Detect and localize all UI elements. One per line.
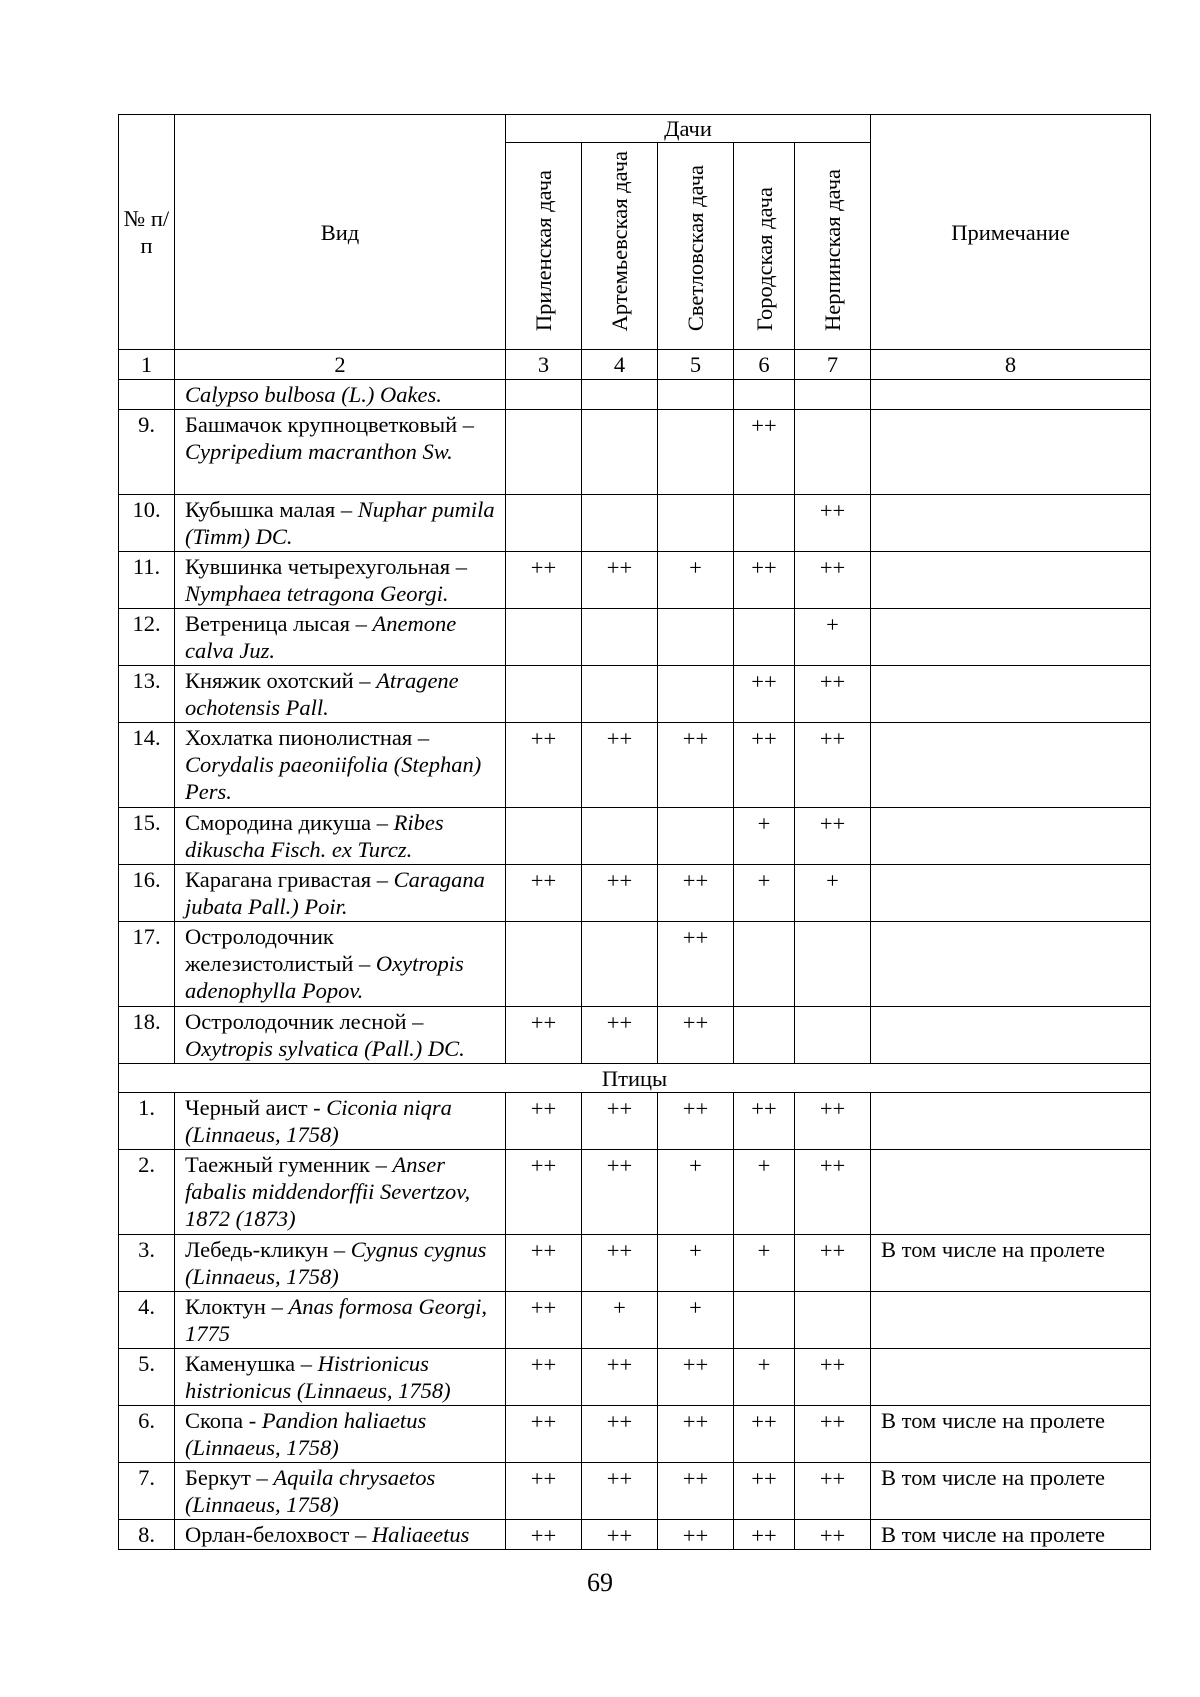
species-ru-name: Каменушка – xyxy=(185,1351,318,1376)
species-ru-name: Кубышка малая – xyxy=(185,497,358,522)
species-cell xyxy=(175,666,506,723)
row-number: 6. xyxy=(119,1406,175,1463)
header-dacha-label: Нерпинская дача xyxy=(820,169,846,331)
presence-mark: ++ xyxy=(506,865,582,922)
presence-mark: ++ xyxy=(734,410,795,495)
presence-mark xyxy=(795,380,871,410)
section-title-birds: Птицы xyxy=(119,1064,1151,1093)
presence-mark xyxy=(582,922,658,1007)
presence-mark xyxy=(795,922,871,1007)
table-row xyxy=(119,1406,1151,1463)
note-cell: В том числе на пролете xyxy=(871,1406,1151,1463)
table-row xyxy=(119,723,1151,808)
species-latin-name: Atragene ochotensis Pall. xyxy=(185,668,459,720)
presence-mark xyxy=(795,1007,871,1064)
species-latin-name: Nuphar pumila (Timm) DC. xyxy=(185,497,495,549)
table-row xyxy=(119,410,1151,495)
header-dacha-2 xyxy=(582,143,658,350)
presence-mark: ++ xyxy=(795,1150,871,1235)
row-number: 17. xyxy=(119,922,175,1007)
presence-mark: ++ xyxy=(506,1007,582,1064)
species-latin-name: Pandion haliaetus (Linnaeus, 1758) xyxy=(185,1408,427,1460)
presence-mark: ++ xyxy=(734,666,795,723)
species-ru-name: Княжик охотский – xyxy=(185,668,377,693)
species-cell xyxy=(175,1349,506,1406)
table-row xyxy=(119,1292,1151,1349)
row-number: 11. xyxy=(119,552,175,609)
presence-mark xyxy=(506,609,582,666)
table-row xyxy=(119,865,1151,922)
note-cell xyxy=(871,723,1151,808)
presence-mark: ++ xyxy=(734,1463,795,1520)
column-number: 7 xyxy=(795,350,871,380)
species-cell xyxy=(175,1235,506,1292)
presence-mark: ++ xyxy=(582,723,658,808)
presence-mark xyxy=(795,1292,871,1349)
presence-mark xyxy=(658,609,734,666)
row-number: 9. xyxy=(119,410,175,495)
presence-mark xyxy=(734,1292,795,1349)
species-ru-name: Черный аист - xyxy=(185,1095,327,1120)
species-ru-name: Остролодочник железистолистый – xyxy=(185,924,376,976)
note-cell xyxy=(871,808,1151,865)
header-dacha-label: Артемьевская дача xyxy=(607,150,632,331)
column-number: 2 xyxy=(175,350,506,380)
presence-mark: ++ xyxy=(734,1093,795,1150)
header-dacha-label: Светловская дача xyxy=(683,164,708,331)
species-ru-name: Беркут – xyxy=(185,1465,274,1490)
presence-mark: + xyxy=(734,808,795,865)
presence-mark: ++ xyxy=(795,723,871,808)
presence-mark: ++ xyxy=(582,1007,658,1064)
presence-mark: ++ xyxy=(506,1349,582,1406)
row-number: 7. xyxy=(119,1463,175,1520)
column-number: 5 xyxy=(658,350,734,380)
species-cell xyxy=(175,1007,506,1064)
header-dacha-1 xyxy=(506,143,582,350)
presence-mark: ++ xyxy=(582,1406,658,1463)
presence-mark xyxy=(658,666,734,723)
row-number: 18. xyxy=(119,1007,175,1064)
species-ru-name: Таежный гуменник – xyxy=(185,1152,393,1177)
section-row xyxy=(119,1064,1151,1093)
species-latin-name: Anemone calva Juz. xyxy=(185,611,457,663)
row-number: 2. xyxy=(119,1150,175,1235)
species-cell xyxy=(175,1292,506,1349)
species-cell xyxy=(175,1406,506,1463)
presence-mark: ++ xyxy=(734,723,795,808)
header-num: № п/п xyxy=(119,115,175,350)
species-ru-name: Лебедь-кликун – xyxy=(185,1237,351,1262)
presence-mark xyxy=(734,495,795,552)
presence-mark xyxy=(582,410,658,495)
presence-mark: ++ xyxy=(506,1520,582,1550)
presence-mark xyxy=(658,808,734,865)
species-cell xyxy=(175,1520,506,1550)
presence-mark: ++ xyxy=(506,723,582,808)
species-latin-name: Caragana jubata Pall.) Poir. xyxy=(185,867,485,919)
presence-mark: + xyxy=(658,552,734,609)
species-cell xyxy=(175,808,506,865)
presence-mark: ++ xyxy=(506,1235,582,1292)
presence-mark: ++ xyxy=(582,1520,658,1550)
column-number: 1 xyxy=(119,350,175,380)
column-number: 6 xyxy=(734,350,795,380)
species-ru-name: Скопа - xyxy=(185,1408,262,1433)
species-table xyxy=(118,114,1151,1550)
note-cell xyxy=(871,495,1151,552)
presence-mark xyxy=(506,380,582,410)
species-latin-name: Corydalis paeoniifolia (Stephan) Pers. xyxy=(185,752,482,804)
presence-mark: ++ xyxy=(795,1463,871,1520)
presence-mark: ++ xyxy=(734,1406,795,1463)
column-number: 8 xyxy=(871,350,1151,380)
presence-mark: ++ xyxy=(795,552,871,609)
row-number: 1. xyxy=(119,1093,175,1150)
species-ru-name: Остролодочник лесной – xyxy=(185,1009,424,1034)
note-cell: В том числе на пролете xyxy=(871,1235,1151,1292)
species-cell xyxy=(175,723,506,808)
header-dacha-4 xyxy=(734,143,795,350)
species-ru-name: Карагана гривастая – xyxy=(185,867,394,892)
presence-mark: ++ xyxy=(795,1235,871,1292)
species-ru-name: Кувшинка четырехугольная – xyxy=(185,554,467,579)
table-row xyxy=(119,1093,1151,1150)
table-row xyxy=(119,1235,1151,1292)
presence-mark: + xyxy=(734,1150,795,1235)
row-number: 4. xyxy=(119,1292,175,1349)
presence-mark: ++ xyxy=(734,552,795,609)
note-cell xyxy=(871,1150,1151,1235)
presence-mark: ++ xyxy=(795,1349,871,1406)
table-row xyxy=(119,609,1151,666)
note-cell: В том числе на пролете xyxy=(871,1520,1151,1550)
species-latin-name: Histrionicus histrionicus (Linnaeus, 1758) xyxy=(185,1351,451,1403)
note-cell xyxy=(871,410,1151,495)
presence-mark: + xyxy=(582,1292,658,1349)
presence-mark: ++ xyxy=(506,1463,582,1520)
presence-mark xyxy=(734,922,795,1007)
presence-mark: ++ xyxy=(795,666,871,723)
header-dacha-5 xyxy=(795,143,871,350)
species-ru-name: Хохлатка пионолистная – xyxy=(185,725,430,750)
presence-mark: ++ xyxy=(582,1463,658,1520)
species-ru-name: Ветреница лысая – xyxy=(185,611,373,636)
presence-mark: ++ xyxy=(506,1406,582,1463)
row-number xyxy=(119,380,175,410)
table-row xyxy=(119,380,1151,410)
presence-mark xyxy=(582,808,658,865)
species-latin-name: Haliaeetus xyxy=(371,1522,470,1547)
species-cell xyxy=(175,410,506,495)
presence-mark xyxy=(582,380,658,410)
table-row xyxy=(119,1150,1151,1235)
note-cell xyxy=(871,1349,1151,1406)
presence-mark: ++ xyxy=(506,1292,582,1349)
table-row xyxy=(119,1349,1151,1406)
presence-mark xyxy=(582,495,658,552)
species-latin-name: Anas formosa Georgi, 1775 xyxy=(185,1294,487,1346)
presence-mark: ++ xyxy=(795,808,871,865)
species-latin-name: Nymphaea tetragona Georgi. xyxy=(185,581,449,606)
species-ru-name: Орлан-белохвост – xyxy=(185,1522,372,1547)
presence-mark: ++ xyxy=(658,1007,734,1064)
presence-mark xyxy=(658,410,734,495)
table-row xyxy=(119,808,1151,865)
note-cell: В том числе на пролете xyxy=(871,1463,1151,1520)
species-cell xyxy=(175,1463,506,1520)
presence-mark: ++ xyxy=(795,495,871,552)
header-dacha-3 xyxy=(658,143,734,350)
presence-mark: ++ xyxy=(658,723,734,808)
birds-section-header xyxy=(119,1064,1151,1093)
species-latin-name: Ciconia niqra (Linnaeus, 1758) xyxy=(185,1095,452,1147)
note-cell xyxy=(871,552,1151,609)
note-cell xyxy=(871,1292,1151,1349)
presence-mark xyxy=(506,495,582,552)
species-cell xyxy=(175,865,506,922)
presence-mark: ++ xyxy=(582,865,658,922)
plants-section xyxy=(119,380,1151,1064)
presence-mark xyxy=(582,666,658,723)
presence-mark xyxy=(658,495,734,552)
presence-mark: ++ xyxy=(658,1349,734,1406)
presence-mark xyxy=(582,609,658,666)
row-number: 3. xyxy=(119,1235,175,1292)
header-note: Примечание xyxy=(871,115,1151,350)
row-number: 14. xyxy=(119,723,175,808)
row-number: 8. xyxy=(119,1520,175,1550)
header-dacha-label: Городская дача xyxy=(751,187,777,331)
presence-mark: ++ xyxy=(658,1406,734,1463)
row-number: 12. xyxy=(119,609,175,666)
species-latin-name: Oxytropis sylvatica (Pall.) DC. xyxy=(185,1036,465,1061)
presence-mark: ++ xyxy=(582,552,658,609)
presence-mark: ++ xyxy=(795,1520,871,1550)
row-number: 15. xyxy=(119,808,175,865)
presence-mark: + xyxy=(795,865,871,922)
species-cell xyxy=(175,380,506,410)
table-row xyxy=(119,495,1151,552)
species-latin-name: Ribes dikuscha Fisch. ex Turcz. xyxy=(185,810,444,862)
row-number: 16. xyxy=(119,865,175,922)
presence-mark: + xyxy=(658,1235,734,1292)
presence-mark: + xyxy=(734,1349,795,1406)
presence-mark xyxy=(734,609,795,666)
header-species: Вид xyxy=(175,115,506,350)
column-number: 4 xyxy=(582,350,658,380)
table-row xyxy=(119,1007,1151,1064)
presence-mark xyxy=(506,808,582,865)
presence-mark: ++ xyxy=(658,1093,734,1150)
presence-mark xyxy=(506,922,582,1007)
species-latin-name: Calypso bulbosa (L.) Oakes. xyxy=(185,382,442,407)
presence-mark: + xyxy=(795,609,871,666)
row-number: 5. xyxy=(119,1349,175,1406)
species-cell xyxy=(175,609,506,666)
presence-mark: ++ xyxy=(506,1150,582,1235)
species-latin-name: Cypripedium macranthon Sw. xyxy=(185,439,453,464)
note-cell xyxy=(871,1007,1151,1064)
presence-mark: ++ xyxy=(506,1093,582,1150)
column-number: 3 xyxy=(506,350,582,380)
column-number-row xyxy=(119,350,1151,380)
table-row xyxy=(119,1463,1151,1520)
species-ru-name: Смородина дикуша – xyxy=(185,810,394,835)
row-number: 13. xyxy=(119,666,175,723)
presence-mark: + xyxy=(658,1292,734,1349)
page-number: 69 xyxy=(587,1568,613,1597)
presence-mark xyxy=(658,380,734,410)
row-number: 10. xyxy=(119,495,175,552)
presence-mark: ++ xyxy=(658,1520,734,1550)
presence-mark xyxy=(795,410,871,495)
table-row xyxy=(119,1520,1151,1550)
presence-mark xyxy=(506,666,582,723)
presence-mark: ++ xyxy=(658,1463,734,1520)
presence-mark: ++ xyxy=(734,1520,795,1550)
note-cell xyxy=(871,1093,1151,1150)
header-dacha-label: Приленская дача xyxy=(531,169,556,331)
table-row xyxy=(119,552,1151,609)
presence-mark xyxy=(734,1007,795,1064)
presence-mark: ++ xyxy=(582,1235,658,1292)
note-cell xyxy=(871,380,1151,410)
presence-mark: ++ xyxy=(658,922,734,1007)
species-latin-name: Aquila chrysaetos (Linnaeus, 1758) xyxy=(185,1465,436,1517)
species-ru-name: Клоктун – xyxy=(185,1294,289,1319)
species-latin-name: Anser fabalis middendorffii Severtzov, 1872 (1873) xyxy=(185,1152,471,1231)
presence-mark: ++ xyxy=(795,1093,871,1150)
species-cell xyxy=(175,495,506,552)
species-cell xyxy=(175,1093,506,1150)
birds-section xyxy=(119,1093,1151,1550)
table-row xyxy=(119,922,1151,1007)
presence-mark: ++ xyxy=(506,552,582,609)
table-row xyxy=(119,666,1151,723)
presence-mark: ++ xyxy=(582,1349,658,1406)
note-cell xyxy=(871,666,1151,723)
header-dachas-group: Дачи xyxy=(506,115,871,143)
presence-mark: + xyxy=(658,1150,734,1235)
species-cell xyxy=(175,552,506,609)
note-cell xyxy=(871,922,1151,1007)
species-cell xyxy=(175,922,506,1007)
presence-mark: ++ xyxy=(582,1150,658,1235)
presence-mark: ++ xyxy=(658,865,734,922)
species-ru-name: Башмачок крупноцветковый – xyxy=(185,412,475,437)
presence-mark: + xyxy=(734,1235,795,1292)
presence-mark: + xyxy=(734,865,795,922)
note-cell xyxy=(871,865,1151,922)
species-cell xyxy=(175,1150,506,1235)
presence-mark: ++ xyxy=(795,1406,871,1463)
presence-mark xyxy=(506,410,582,495)
note-cell xyxy=(871,609,1151,666)
species-latin-name: Cygnus cygnus (Linnaeus, 1758) xyxy=(185,1237,487,1289)
presence-mark xyxy=(734,380,795,410)
species-latin-name: Oxytropis adenophylla Popov. xyxy=(185,951,464,1003)
presence-mark: ++ xyxy=(582,1093,658,1150)
